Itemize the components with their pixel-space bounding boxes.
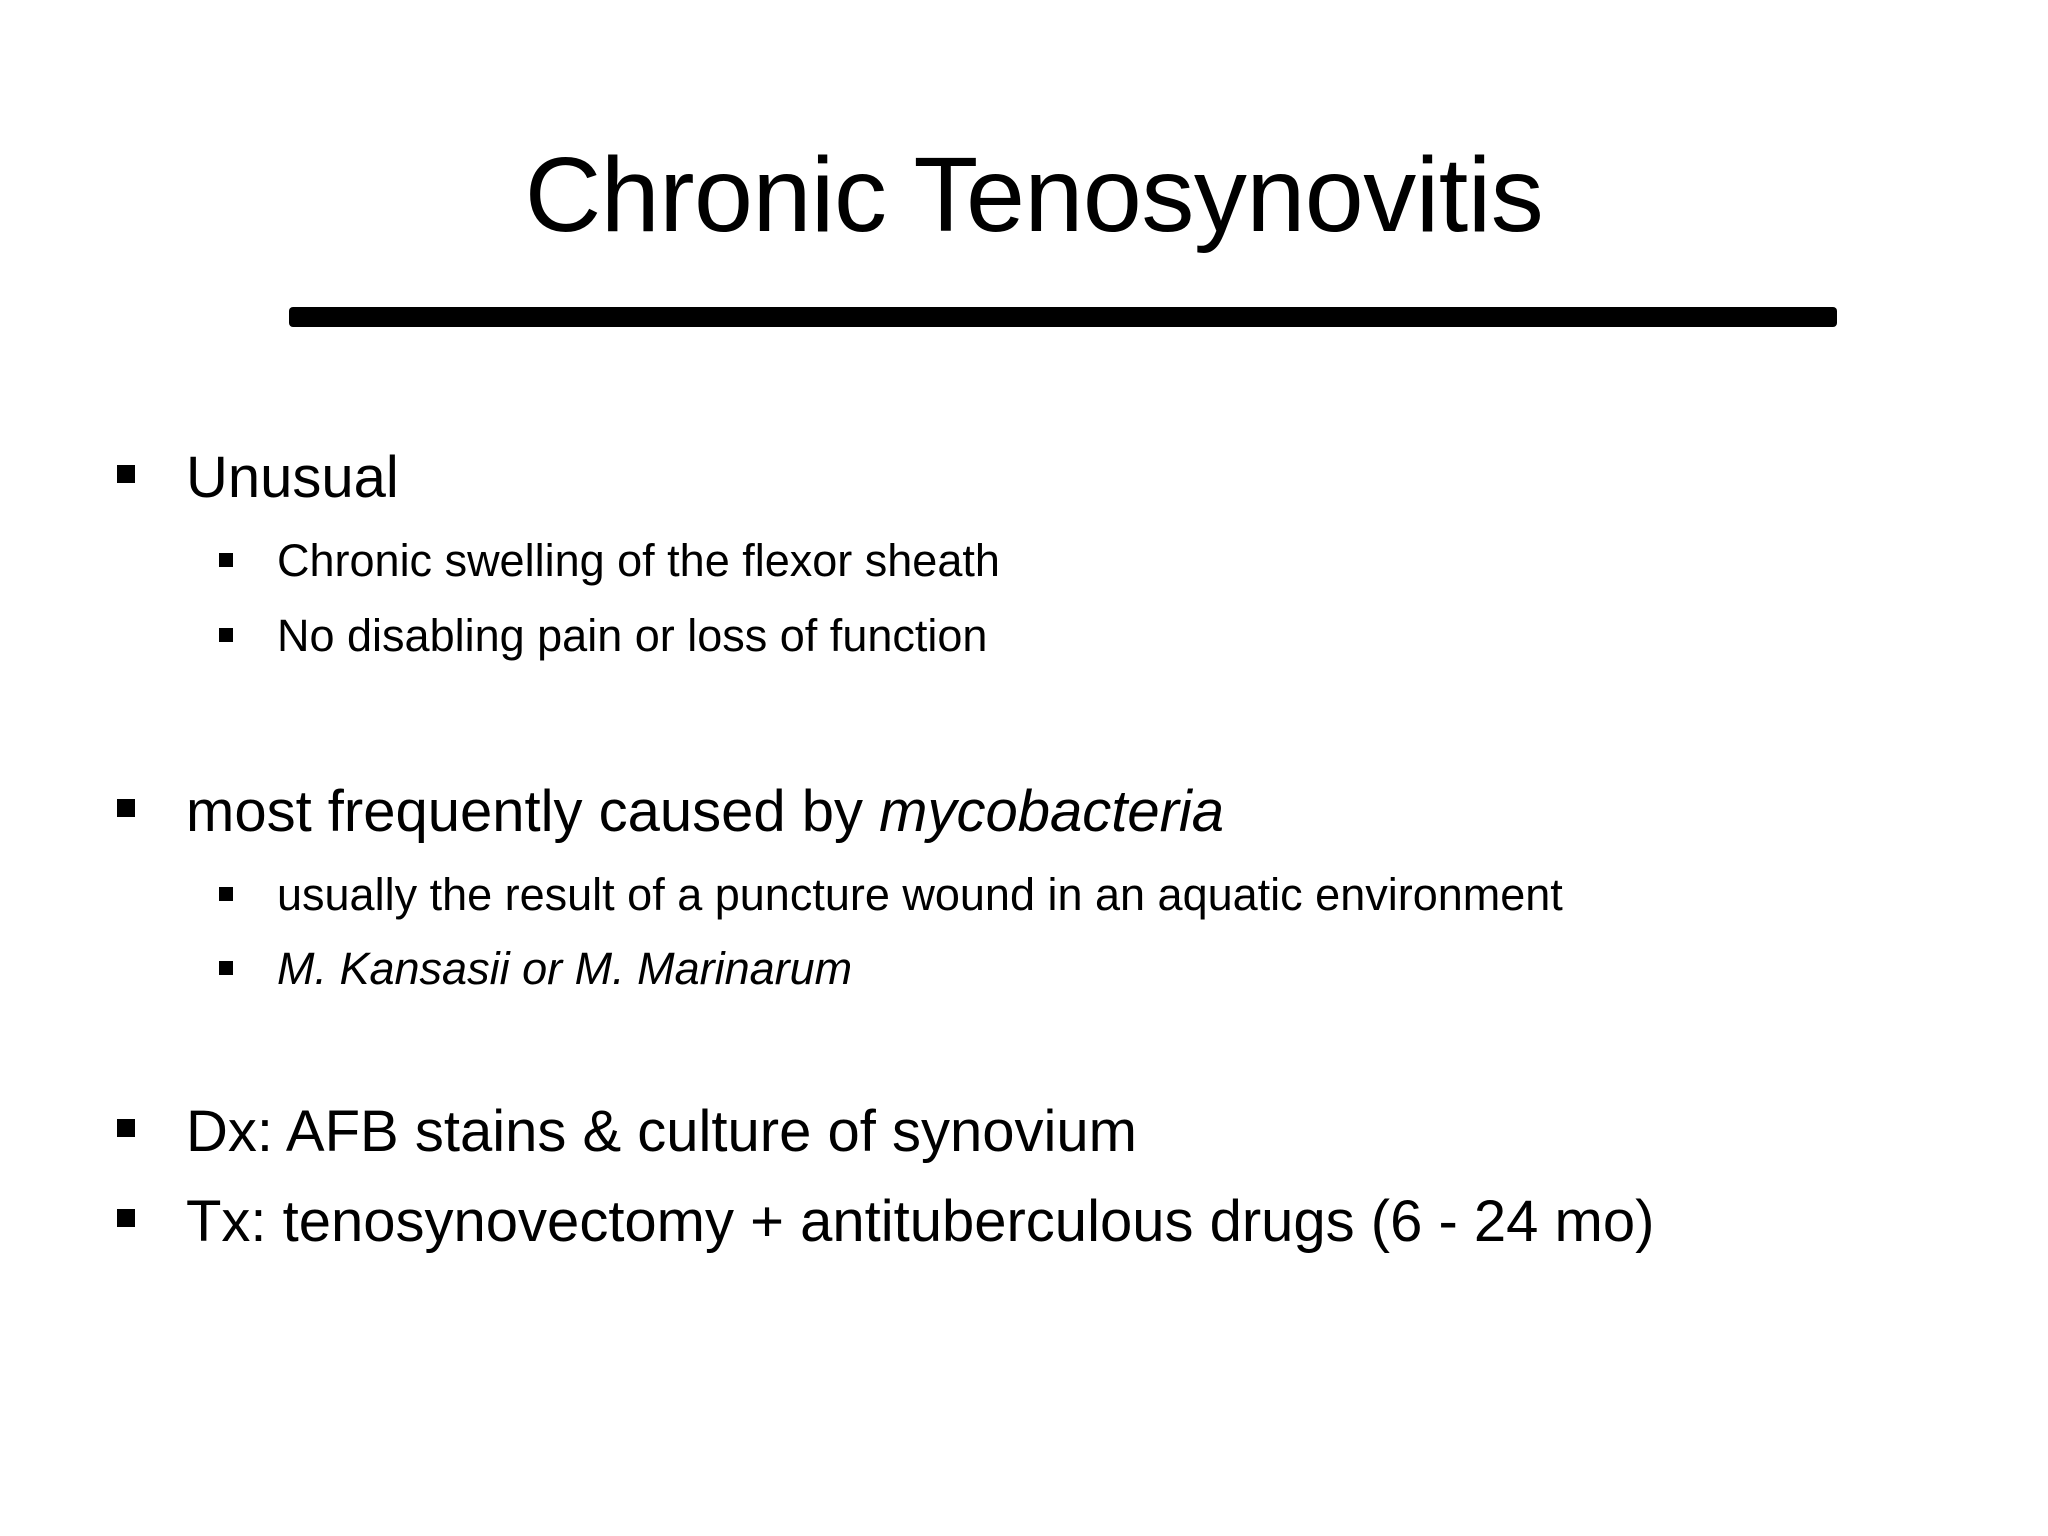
title-underline-divider [289, 307, 1837, 327]
square-bullet-icon [117, 799, 135, 817]
bullet-diagnosis: Dx: AFB stains & culture of synovium [186, 1099, 1137, 1164]
bullet-treatment: Tx: tenosynovectomy + antituberculous drugs (6 - 24 mo) [186, 1189, 1655, 1254]
sub-bullet-species: M. Kansasii or M. Marinarum [277, 943, 853, 994]
square-bullet-icon [219, 628, 233, 642]
sub-bullet-no-disabling-pain: No disabling pain or loss of function [277, 610, 988, 661]
sub-bullet-puncture-wound: usually the result of a puncture wound in an aquatic environment [277, 869, 1563, 920]
bullet-unusual: Unusual [186, 445, 399, 510]
square-bullet-icon [117, 1119, 135, 1137]
square-bullet-icon [219, 553, 233, 567]
bullet-text: most frequently caused by [186, 779, 880, 844]
square-bullet-icon [219, 961, 233, 975]
square-bullet-icon [219, 887, 233, 901]
bullet-italic-term: mycobacteria [879, 779, 1225, 844]
slide-title: Chronic Tenosynovitis [524, 136, 1544, 254]
bullet-most-frequently-caused [186, 777, 1224, 847]
square-bullet-icon [117, 465, 135, 483]
sub-bullet-chronic-swelling: Chronic swelling of the flexor sheath [277, 535, 1000, 586]
square-bullet-icon [117, 1209, 135, 1227]
